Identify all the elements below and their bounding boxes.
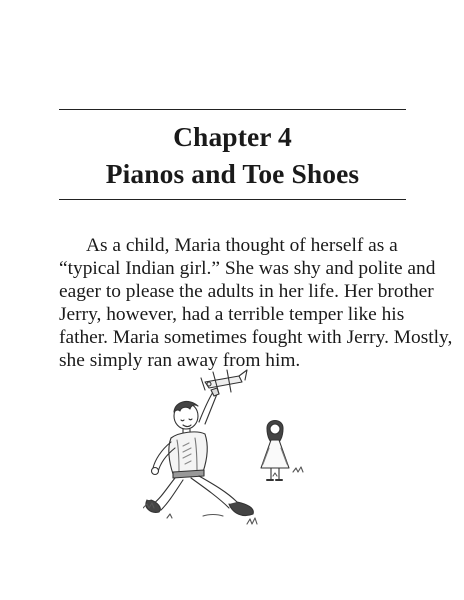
chapter-illustration: [143, 368, 328, 533]
bottom-rule: [59, 199, 406, 200]
paragraph-line: As a child, Maria thought of herself as a: [86, 235, 398, 256]
paragraph-line: “typical Indian girl.” She was shy and polite and: [59, 257, 436, 279]
paragraph-line: Jerry, however, had a terrible temper like his: [59, 303, 405, 325]
girl-in-dress-icon: [261, 421, 289, 481]
paragraph-line: she simply ran away from him.: [59, 349, 301, 371]
top-rule: [59, 109, 406, 110]
chapter-title: Pianos and Toe Shoes: [105, 158, 360, 189]
paragraph-line: father. Maria sometimes fought with Jerry. Mostly,: [59, 326, 453, 348]
illustration-drawing: [143, 368, 328, 533]
boy-running-icon: [146, 388, 253, 516]
chapter-number: Chapter 4: [173, 121, 292, 152]
chapter-heading: [59, 118, 406, 192]
paragraph-line: eager to please the adults in her life. Her brother: [59, 280, 434, 302]
toy-plane-icon: [201, 370, 247, 394]
body-paragraph: [59, 235, 453, 372]
